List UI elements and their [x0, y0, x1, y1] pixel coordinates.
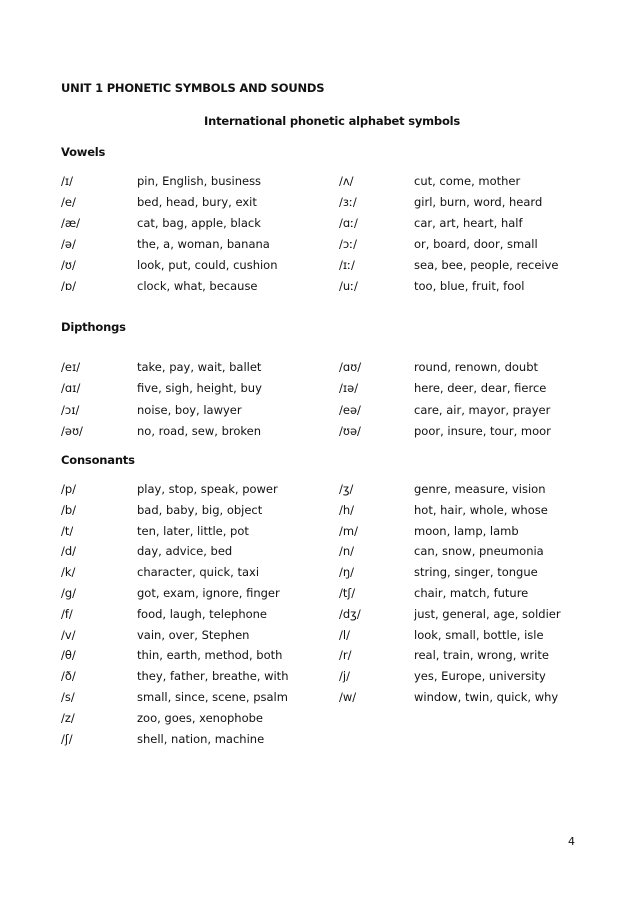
table-row [0, 216, 638, 236]
right-examples-cell: look, small, bottle, isle [414, 627, 544, 642]
right-symbol-cell: /tʃ/ [339, 586, 356, 600]
table-row [0, 503, 638, 523]
left-examples-cell: zoo, goes, xenophobe [137, 710, 263, 725]
right-examples-cell: real, train, wrong, write [414, 648, 549, 663]
table-row [0, 403, 638, 423]
left-examples-cell: ten, later, little, pot [137, 523, 249, 538]
right-examples-cell: string, singer, tongue [414, 565, 538, 580]
table-row [0, 690, 638, 710]
table-row [0, 174, 638, 194]
left-examples-cell: pin, English, business [137, 174, 262, 188]
right-examples-cell: hot, hair, whole, whose [414, 502, 548, 517]
left-symbol-cell: /ð/ [61, 669, 76, 684]
table-row [0, 258, 638, 278]
right-symbol-cell: /ʒ/ [339, 482, 354, 496]
right-examples-cell: girl, burn, word, heard [414, 195, 543, 209]
left-examples-cell: noise, boy, lawyer [137, 402, 242, 417]
left-examples-cell: bed, head, bury, exit [137, 195, 257, 209]
left-symbol-cell: /t/ [61, 523, 74, 538]
left-symbol-cell: /ʃ/ [61, 731, 73, 746]
table-row [0, 279, 638, 299]
table-row [0, 360, 638, 380]
table-row [0, 628, 638, 648]
left-symbol-cell: /e/ [61, 195, 76, 209]
left-examples-cell: cat, bag, apple, black [137, 216, 261, 230]
left-examples-cell: got, exam, ignore, finger [137, 586, 280, 600]
unit-title: UNIT 1 PHONETIC SYMBOLS AND SOUNDS [61, 81, 325, 95]
left-symbol-cell: /z/ [61, 710, 75, 725]
right-examples-cell: genre, measure, vision [414, 482, 546, 496]
left-examples-cell: day, advice, bed [137, 544, 233, 559]
right-symbol-cell: /h/ [339, 502, 355, 517]
right-examples-cell: just, general, age, soldier [414, 606, 561, 621]
table-row [0, 424, 638, 444]
left-examples-cell: the, a, woman, banana [137, 237, 270, 251]
table-row [0, 732, 638, 752]
table-row [0, 237, 638, 257]
left-examples-cell: take, pay, wait, ballet [137, 360, 262, 374]
left-examples-cell: bad, baby, big, object [137, 502, 263, 517]
right-examples-cell: yes, Europe, university [414, 669, 546, 684]
left-examples-cell: they, father, breathe, with [137, 669, 289, 684]
table-row [0, 565, 638, 585]
left-symbol-cell: /b/ [61, 502, 77, 517]
left-symbol-cell: /ɪ/ [61, 174, 74, 188]
table-row [0, 669, 638, 689]
left-symbol-cell: /ʊ/ [61, 258, 76, 272]
left-examples-cell: clock, what, because [137, 279, 258, 293]
left-symbol-cell: /p/ [61, 482, 77, 496]
right-examples-cell: sea, bee, people, receive [414, 258, 559, 272]
table-row [0, 544, 638, 564]
right-symbol-cell: /ŋ/ [339, 565, 355, 580]
left-examples-cell: look, put, could, cushion [137, 258, 278, 272]
right-symbol-cell: /ɜː/ [339, 195, 357, 209]
left-examples-cell: no, road, sew, broken [137, 423, 262, 438]
right-examples-cell: or, board, door, small [414, 237, 538, 251]
table-row [0, 381, 638, 401]
right-symbol-cell: /w/ [339, 690, 357, 704]
right-symbol-cell: /m/ [339, 523, 358, 538]
right-symbol-cell: /ɪː/ [339, 258, 355, 272]
right-symbol-cell: /l/ [339, 627, 350, 642]
page-subtitle: International phonetic alphabet symbols [204, 114, 461, 128]
right-symbol-cell: /r/ [339, 648, 352, 663]
right-examples-cell: round, renown, doubt [414, 360, 539, 374]
left-symbol-cell: /eɪ/ [61, 360, 81, 374]
right-symbol-cell: /j/ [339, 669, 350, 684]
section-heading-dipthongs: Dipthongs [61, 320, 126, 334]
left-symbol-cell: /v/ [61, 627, 76, 642]
right-symbol-cell: /ʌ/ [339, 174, 354, 188]
section-heading-vowels: Vowels [61, 145, 106, 159]
left-symbol-cell: /ə/ [61, 237, 76, 251]
right-examples-cell: moon, lamp, lamb [414, 523, 519, 538]
right-examples-cell: window, twin, quick, why [414, 690, 559, 704]
left-examples-cell: character, quick, taxi [137, 565, 260, 580]
left-symbol-cell: /k/ [61, 565, 76, 580]
table-row [0, 607, 638, 627]
right-symbol-cell: /n/ [339, 544, 355, 559]
right-examples-cell: here, deer, dear, fierce [414, 381, 547, 396]
left-examples-cell: play, stop, speak, power [137, 482, 278, 496]
left-symbol-cell: /d/ [61, 544, 77, 559]
right-examples-cell: can, snow, pneumonia [414, 544, 544, 559]
right-symbol-cell: /dʒ/ [339, 606, 361, 621]
left-symbol-cell: /əʊ/ [61, 423, 83, 438]
table-row [0, 482, 638, 502]
right-examples-cell: car, art, heart, half [414, 216, 523, 230]
left-examples-cell: shell, nation, machine [137, 731, 265, 746]
right-symbol-cell: /ɪə/ [339, 381, 359, 396]
table-row [0, 195, 638, 215]
table-row [0, 524, 638, 544]
left-examples-cell: small, since, scene, psalm [137, 690, 288, 704]
left-symbol-cell: /g/ [61, 586, 77, 600]
right-symbol-cell: /uː/ [339, 279, 358, 293]
right-examples-cell: poor, insure, tour, moor [414, 423, 551, 438]
left-symbol-cell: /f/ [61, 606, 73, 621]
right-symbol-cell: /ɑː/ [339, 216, 358, 230]
left-examples-cell: vain, over, Stephen [137, 627, 250, 642]
left-symbol-cell: /æ/ [61, 216, 81, 230]
left-examples-cell: five, sigh, height, buy [137, 381, 262, 396]
section-heading-consonants: Consonants [61, 453, 135, 467]
left-examples-cell: thin, earth, method, both [137, 648, 283, 663]
right-symbol-cell: /ɑʊ/ [339, 360, 362, 374]
right-examples-cell: chair, match, future [414, 586, 529, 600]
right-examples-cell: cut, come, mother [414, 174, 521, 188]
left-symbol-cell: /s/ [61, 690, 75, 704]
table-row [0, 648, 638, 668]
page-number: 4 [568, 835, 575, 848]
left-symbol-cell: /ɑɪ/ [61, 381, 81, 396]
left-symbol-cell: /ɒ/ [61, 279, 77, 293]
left-symbol-cell: /ɔɪ/ [61, 402, 80, 417]
right-examples-cell: care, air, mayor, prayer [414, 402, 551, 417]
left-examples-cell: food, laugh, telephone [137, 606, 268, 621]
right-symbol-cell: /ʊə/ [339, 423, 361, 438]
right-examples-cell: too, blue, fruit, fool [414, 279, 525, 293]
table-row [0, 711, 638, 731]
left-symbol-cell: /θ/ [61, 648, 76, 663]
table-row [0, 586, 638, 606]
right-symbol-cell: /ɔː/ [339, 237, 357, 251]
right-symbol-cell: /eə/ [339, 402, 361, 417]
